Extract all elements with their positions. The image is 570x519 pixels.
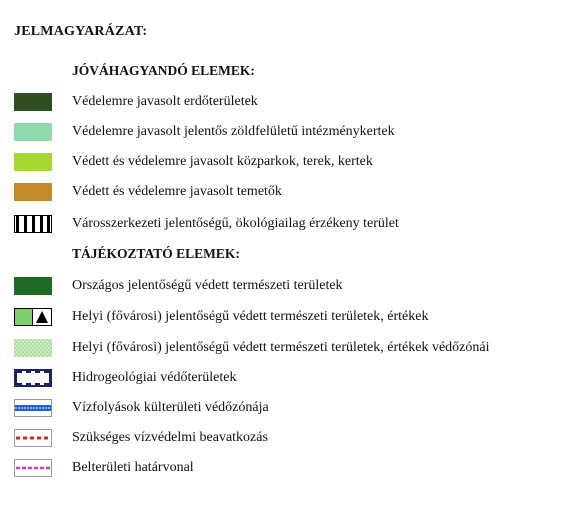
- legend-item-cemeteries: [14, 181, 282, 203]
- legend-item-label: Védett és védelemre javasolt temetők: [72, 184, 282, 199]
- magenta-dashed-line-icon: [14, 459, 52, 477]
- section-heading-informative: TÁJÉKOZTATÓ ELEMEK:: [72, 246, 240, 261]
- legend-item-label: Helyi (fővárosi) jelentőségű védett természeti területek, értékek: [72, 309, 429, 324]
- forest-green-swatch-icon: [14, 277, 52, 295]
- section-heading-approved: JÓVÁHAGYANDÓ ELEMEK:: [72, 63, 255, 78]
- legend-item-hydrogeological: [14, 367, 236, 389]
- legend-item-institutional-gardens: [14, 121, 395, 143]
- legend-item-label: Belterületi határvonal: [72, 460, 194, 475]
- legend-item-local-protected: [14, 306, 428, 328]
- legend-item-forest-areas: [14, 91, 258, 113]
- vertical-stripes-icon: [14, 215, 52, 233]
- ochre-swatch-icon: [14, 183, 52, 201]
- legend-item-label: Országos jelentőségű védett természeti területek: [72, 278, 343, 293]
- legend-item-urban-boundary: [14, 457, 194, 479]
- legend-item-label: Védett és védelemre javasolt közparkok, terek, kertek: [72, 154, 373, 169]
- legend-item-label: Vízfolyások külterületi védőzónája: [72, 400, 269, 415]
- blue-double-line-icon: [14, 399, 52, 417]
- legend-item-label: Védelemre javasolt jelentős zöldfelületű intézménykertek: [72, 124, 395, 139]
- legend-item-label: Szükséges vízvédelmi beavatkozás: [72, 430, 268, 445]
- legend-item-national-protected: [14, 275, 343, 297]
- navy-dashed-border-icon: [14, 369, 52, 387]
- dotted-green-swatch-icon: [14, 339, 52, 357]
- mint-green-swatch-icon: [14, 123, 52, 141]
- legend-title: JELMAGYARÁZAT:: [14, 24, 148, 39]
- legend-item-label: Városszerkezeti jelentőségű, ökológiailag érzékeny terület: [72, 216, 399, 231]
- red-dashed-line-icon: [14, 429, 52, 447]
- legend-item-local-protected-zones: [14, 337, 490, 359]
- legend-item-label: Helyi (fővárosi) jelentőségű védett természeti területek, értékek védőzónái: [72, 340, 490, 355]
- legend-item-water-protection: [14, 427, 268, 449]
- legend-item-label: Védelemre javasolt erdőterületek: [72, 94, 258, 109]
- lime-green-swatch-icon: [14, 153, 52, 171]
- dark-green-swatch-icon: [14, 93, 52, 111]
- legend-item-ecologically-sensitive: [14, 213, 399, 235]
- legend-item-label: Hidrogeológiai védőterületek: [72, 370, 237, 385]
- green-triangle-icon: [14, 308, 52, 326]
- legend-item-watercourse-zone: [14, 397, 269, 419]
- legend-item-public-parks: [14, 151, 373, 173]
